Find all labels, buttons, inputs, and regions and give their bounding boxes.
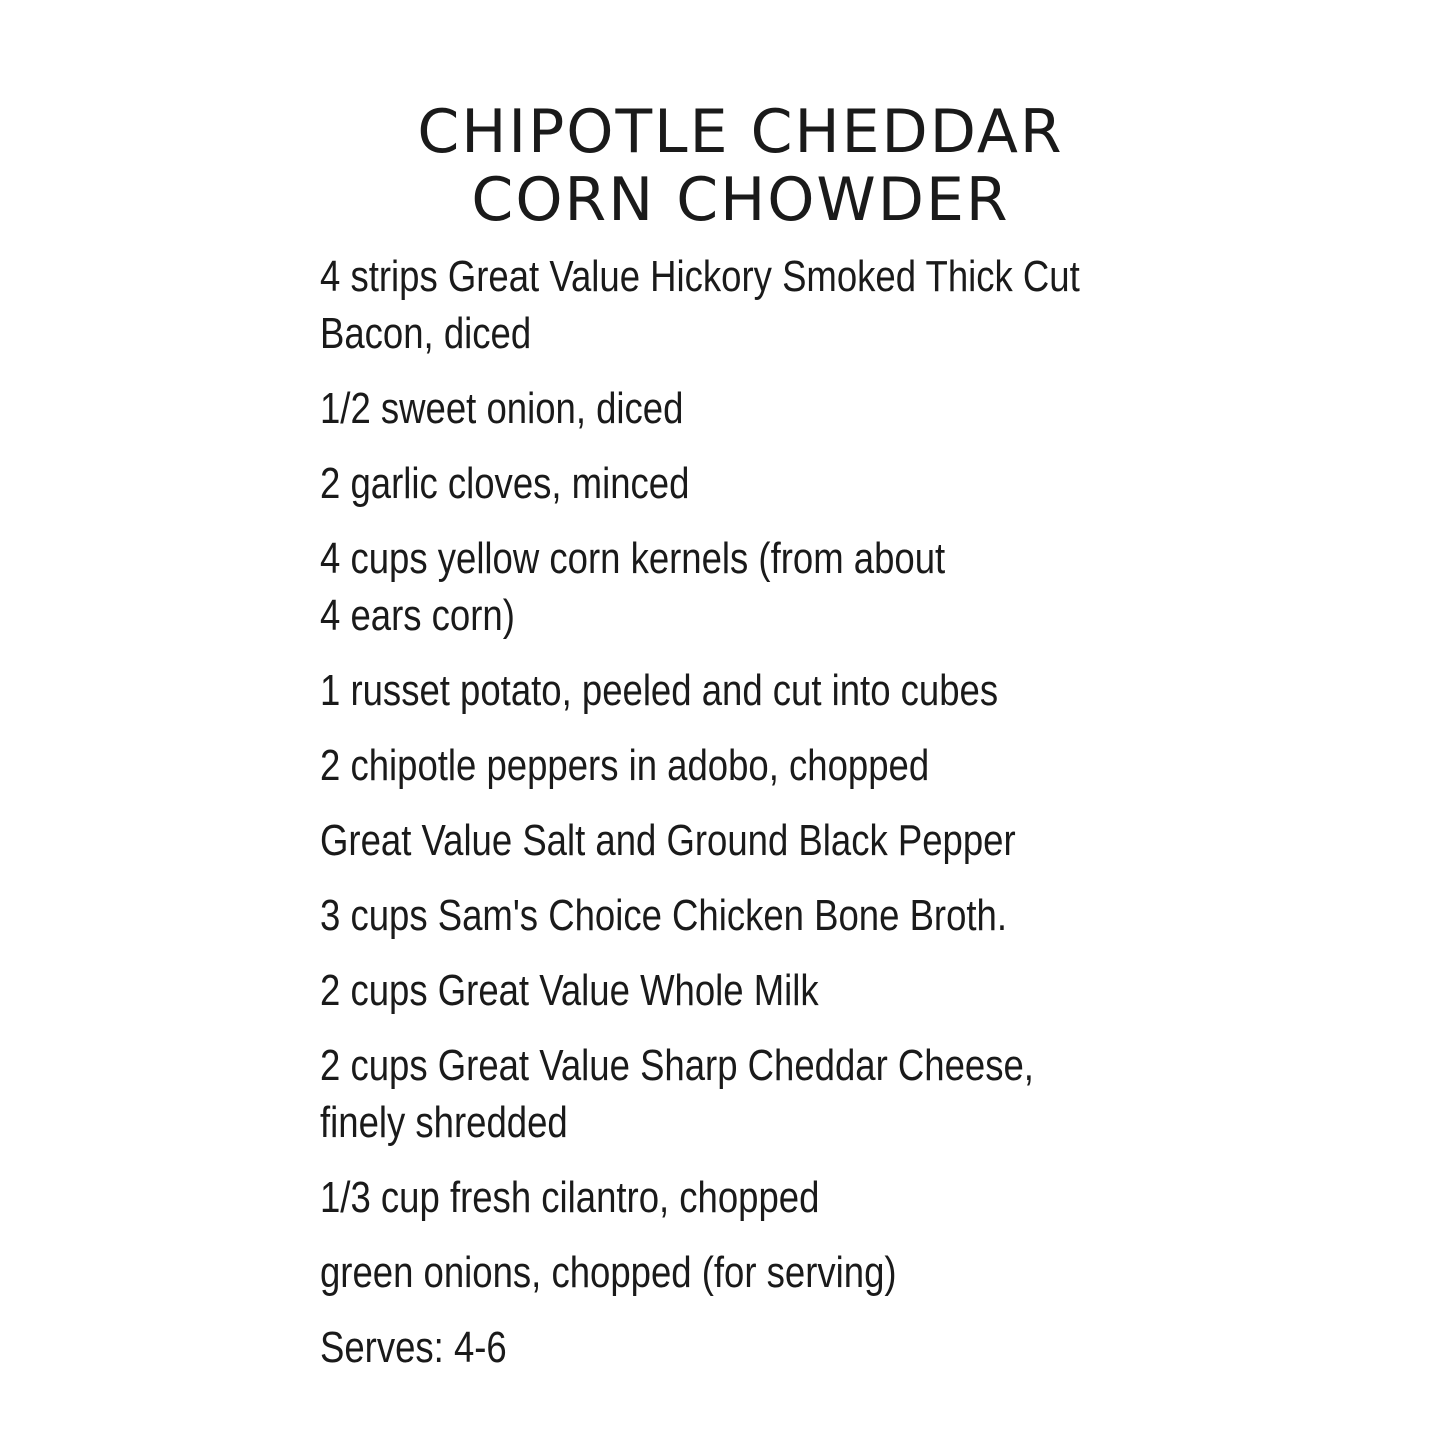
recipe-title-line-1: CHIPOTLE CHEDDAR — [417, 97, 1064, 167]
ingredient-line: 3 cups Sam's Choice Chicken Bone Broth. — [320, 891, 1008, 940]
ingredient-list — [320, 248, 1360, 1376]
ingredient-line: 2 chipotle peppers in adobo, chopped — [320, 741, 930, 790]
ingredient-line: 1 russet potato, peeled and cut into cubes — [320, 666, 999, 715]
ingredient-line: 2 cups Great Value Sharp Cheddar Cheese, — [320, 1041, 1034, 1090]
ingredient-line: Great Value Salt and Ground Black Pepper — [320, 816, 1016, 865]
recipe-title — [18, 98, 1445, 234]
ingredient-item-potato — [320, 662, 1183, 719]
ingredient-item-green-onions — [320, 1244, 1183, 1301]
ingredient-line: green onions, chopped (for serving) — [320, 1248, 897, 1297]
ingredient-line: 4 ears corn) — [320, 591, 515, 640]
ingredient-line: 2 garlic cloves, minced — [320, 459, 690, 508]
ingredient-item-bacon — [320, 248, 1183, 362]
ingredient-item-corn — [320, 530, 1183, 644]
ingredient-line: Bacon, diced — [320, 309, 532, 358]
ingredient-line: 2 cups Great Value Whole Milk — [320, 966, 819, 1015]
ingredient-item-seasoning — [320, 812, 1183, 869]
ingredient-line: 1/2 sweet onion, diced — [320, 384, 684, 433]
ingredient-line: 4 cups yellow corn kernels (from about — [320, 534, 946, 583]
serves-text: Serves: 4-6 — [320, 1323, 507, 1372]
ingredient-item-milk — [320, 962, 1183, 1019]
ingredient-item-garlic — [320, 455, 1183, 512]
ingredient-line: finely shredded — [320, 1098, 568, 1147]
ingredient-item-cheese — [320, 1037, 1183, 1151]
ingredient-item-chipotle — [320, 737, 1183, 794]
ingredient-item-onion — [320, 380, 1183, 437]
recipe-title-line-2: CORN CHOWDER — [471, 165, 1010, 235]
ingredient-item-cilantro — [320, 1169, 1183, 1226]
ingredient-line: 4 strips Great Value Hickory Smoked Thick Cut — [320, 252, 1080, 301]
ingredient-line: 1/3 cup fresh cilantro, chopped — [320, 1173, 820, 1222]
ingredient-item-broth — [320, 887, 1183, 944]
